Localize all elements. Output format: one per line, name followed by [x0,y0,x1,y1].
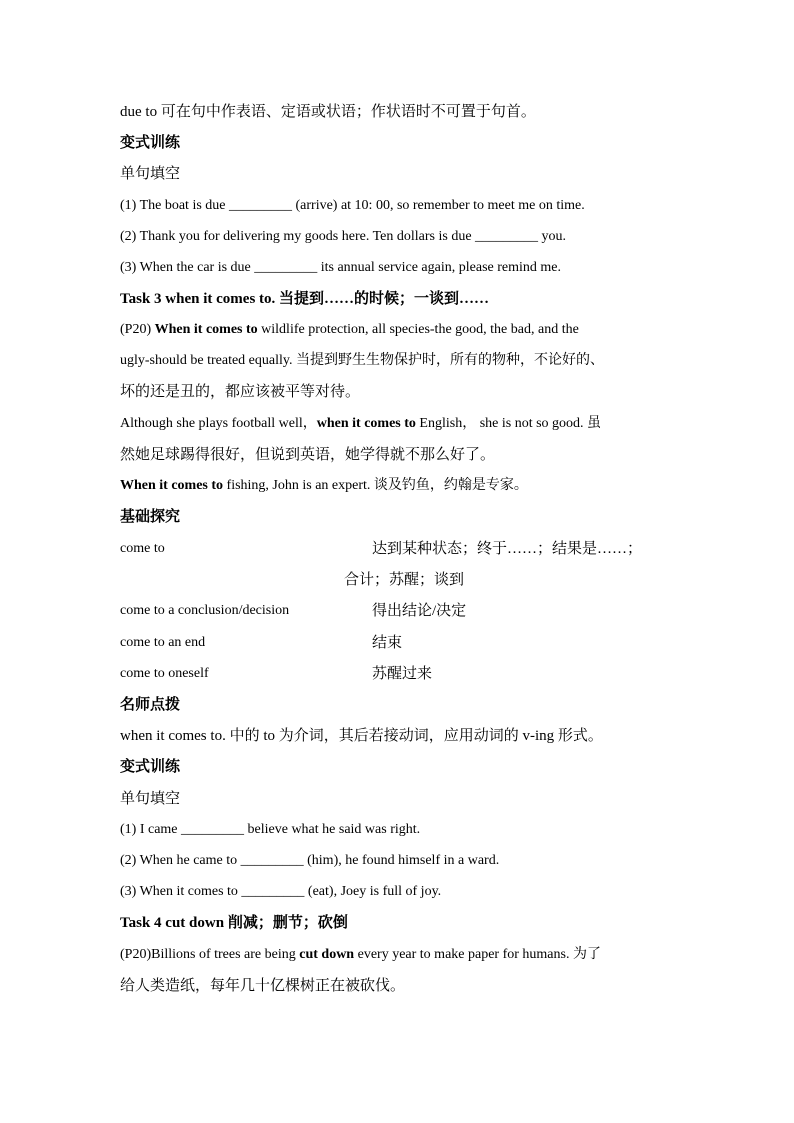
sentence-text: English， she is not so good. 虽 [415,416,602,431]
sentence-text: every year to make paper for humans. 为了 [354,947,601,962]
section-heading-practice-2: 变式训练 [120,759,181,775]
exercise-item-4: (1) I came _________ believe what he said was right. [120,822,421,837]
phrase-highlight: when it comes to [316,416,416,431]
example-translation-1: 坏的还是丑的，都应该被平等对待。 [120,384,361,400]
tip-text: when it comes to. 中的 to 为介词，其后若接动词，应用动词的 v-ing 形式。 [120,728,603,744]
section-heading-tips: 名师点拨 [120,697,181,713]
example-sentence-4 [120,945,601,965]
section-heading-basics: 基础探究 [120,509,181,525]
subheading-fill-blank: 单句填空 [120,166,181,182]
meaning-come-to: 达到某种状态；终于……；结果是……； [372,541,643,557]
meaning-come-to-cont: 合计；苏醒；谈到 [344,572,465,588]
example-sentence-1-cont: ugly-should be treated equally. 当提到野生生物保护时，所有的物种，不论好的、 [120,353,604,368]
example-translation-4: 给人类造纸，每年几十亿棵树正在被砍伐。 [120,978,406,994]
sentence-text: Although she plays football well， [120,416,317,431]
phrase-highlight: cut down [299,947,355,962]
phrase-come-to: come to [120,541,165,556]
example-sentence-1 [120,320,579,340]
exercise-item-2: (2) Thank you for delivering my goods here. Ten dollars is due _________ you. [120,229,567,244]
phrase-come-to-conclusion: come to a conclusion/decision [120,603,290,618]
section-heading-practice: 变式训练 [120,135,181,151]
sentence-text: (P20)Billions of trees are being [120,947,300,962]
phrase-come-to-end: come to an end [120,635,206,650]
exercise-item-3: (3) When the car is due _________ its annual service again, please remind me. [120,260,561,275]
exercise-item-6: (3) When it comes to _________ (eat), Joey is full of joy. [120,884,442,899]
sentence-text: fishing, John is an expert. 谈及钓鱼，约翰是专家。 [223,478,528,493]
note-due-to: due to 可在句中作表语、定语或状语；作状语时不可置于句首。 [120,104,536,120]
exercise-item-1: (1) The boat is due _________ (arrive) at 10: 00, so remember to meet me on time. [120,198,585,213]
exercise-item-5: (2) When he came to _________ (him), he found himself in a ward. [120,853,500,868]
meaning-come-to-conclusion: 得出结论/决定 [372,603,467,619]
meaning-come-to-oneself: 苏醒过来 [372,666,433,682]
phrase-highlight: When it comes to [154,322,258,337]
example-sentence-3 [120,476,528,496]
sentence-text: wildlife protection, all species-the good, the bad, and the [257,322,579,337]
example-sentence-2 [120,414,601,434]
example-translation-2: 然她足球踢得很好，但说到英语，她学得就不那么好了。 [120,447,496,463]
subheading-fill-blank-2: 单句填空 [120,791,181,807]
phrase-come-to-oneself: come to oneself [120,666,209,681]
phrase-highlight: When it comes to [120,478,224,493]
page-ref: (P20) [120,322,155,337]
task-4-heading: Task 4 cut down 削减；删节；砍倒 [120,915,348,931]
task-3-heading: Task 3 when it comes to. 当提到……的时候；一谈到…… [120,291,490,307]
meaning-come-to-end: 结束 [372,635,403,651]
